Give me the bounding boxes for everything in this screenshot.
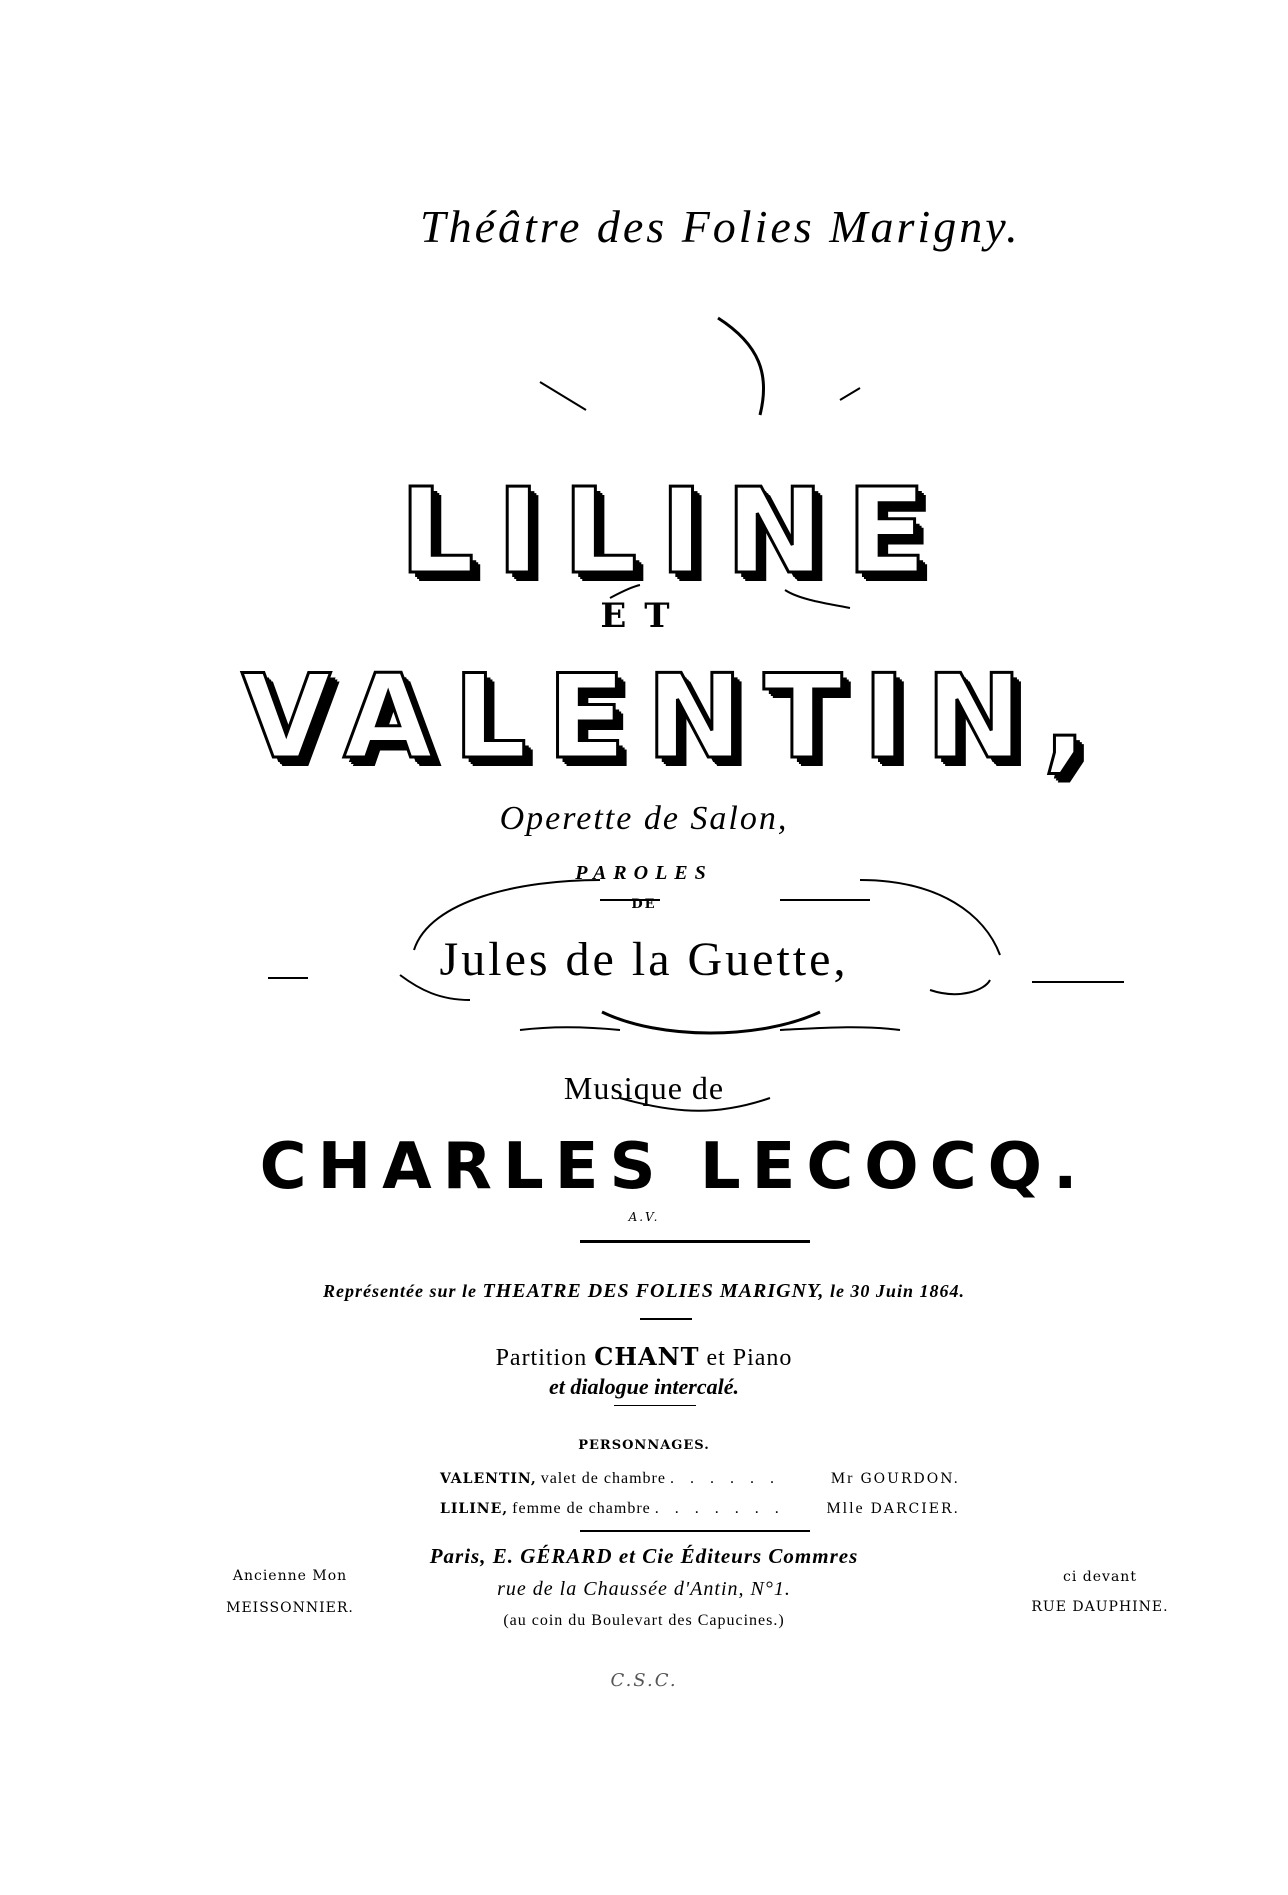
publisher-name: Paris, E. GÉRARD et Cie Éditeurs Commres bbox=[429, 1544, 859, 1568]
title-valentin: VALENTIN, bbox=[241, 650, 1107, 785]
library-stamp: C.S.C. bbox=[610, 1670, 678, 1691]
librettist-name: Jules de la Guette, bbox=[439, 933, 849, 986]
edition-chant: CHANT bbox=[594, 1342, 700, 1371]
edition-dialogue: et dialogue intercalé. bbox=[548, 1374, 740, 1399]
former-right-line1: ci devant bbox=[1063, 1569, 1137, 1585]
music-label: Musique de bbox=[563, 1070, 725, 1106]
edition-suffix: et Piano bbox=[706, 1345, 793, 1371]
former-firm-left bbox=[200, 1560, 380, 1624]
theatre-heading: Théâtre des Folies Marigny. bbox=[420, 201, 1021, 252]
title-liline: LILINE bbox=[399, 462, 949, 600]
rule-under-composer bbox=[580, 1240, 810, 1243]
cast-row bbox=[440, 1500, 960, 1518]
title-conjunction: ET bbox=[600, 596, 688, 636]
cast-role: VALENTIN, bbox=[440, 1471, 537, 1487]
publisher-corner-note: (au coin du Boulevart des Capucines.) bbox=[503, 1612, 785, 1629]
cast-dots: . . . . . . bbox=[669, 1470, 780, 1487]
rule-under-cast bbox=[580, 1530, 810, 1532]
lyrics-de: DE bbox=[631, 897, 657, 912]
genre-subtitle: Operette de Salon, bbox=[499, 800, 789, 837]
former-left-line2: MEISSONNIER. bbox=[226, 1600, 354, 1616]
former-left-line1: Ancienne Mon bbox=[232, 1568, 348, 1584]
cast-actor bbox=[826, 1500, 960, 1518]
edition-prefix: Partition bbox=[495, 1345, 588, 1371]
rule-under-premiere bbox=[640, 1318, 692, 1320]
former-right-line2: RUE DAUPHINE. bbox=[1031, 1599, 1169, 1615]
cast-desc: femme de chambre bbox=[512, 1500, 651, 1517]
cast-actor-name: DARCIER. bbox=[870, 1501, 960, 1517]
premiere-prefix: Représentée sur le bbox=[323, 1281, 478, 1301]
cast-actor-name: GOURDON. bbox=[860, 1471, 960, 1487]
small-mark: A.V. bbox=[628, 1210, 660, 1224]
cast-heading: PERSONNAGES. bbox=[578, 1438, 710, 1453]
premiere-date: le 30 Juin 1864. bbox=[829, 1281, 965, 1301]
cast-actor bbox=[831, 1470, 960, 1488]
composer-name: CHARLES LECOCQ. bbox=[259, 1130, 1089, 1204]
publisher-address: rue de la Chaussée d'Antin, N°1. bbox=[497, 1578, 791, 1600]
cast-row bbox=[440, 1470, 960, 1488]
cast-desc: valet de chambre bbox=[540, 1470, 666, 1487]
former-address-right bbox=[1010, 1562, 1190, 1622]
rule-under-edition bbox=[614, 1405, 696, 1406]
lyrics-label: PAROLES bbox=[575, 862, 713, 884]
cast-actor-title: Mlle bbox=[826, 1500, 865, 1517]
edition-line bbox=[0, 1342, 1288, 1372]
cast-actor-title: Mr bbox=[830, 1470, 855, 1487]
cast-dots: . . . . . . . bbox=[654, 1500, 785, 1517]
cast-role: LILINE, bbox=[440, 1501, 509, 1517]
premiere-venue: THEATRE DES FOLIES MARIGNY, bbox=[482, 1280, 825, 1302]
premiere-line bbox=[0, 1280, 1288, 1303]
